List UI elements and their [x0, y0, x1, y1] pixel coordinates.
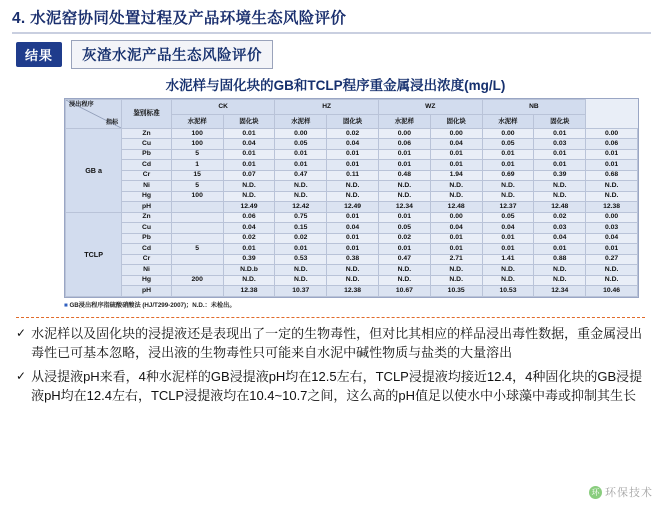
- cell-value: 0.02: [275, 233, 327, 243]
- row-label: Cd: [122, 244, 172, 254]
- subcol-nb-cement: 水泥样: [482, 115, 534, 129]
- cell-value: 0.68: [586, 170, 638, 180]
- table-row: [66, 244, 638, 254]
- cell-value: 0.00: [586, 129, 638, 139]
- group-wz: WZ: [378, 100, 482, 115]
- row-standard: [171, 265, 223, 275]
- cell-value: N.D.b: [223, 265, 275, 275]
- cell-value: 0.39: [534, 170, 586, 180]
- table-row: [66, 286, 638, 296]
- table-row: [66, 139, 638, 149]
- row-standard: [171, 233, 223, 243]
- cell-value: 0.04: [482, 223, 534, 233]
- cell-value: N.D.: [482, 181, 534, 191]
- row-standard: 5: [171, 181, 223, 191]
- row-label: Hg: [122, 275, 172, 285]
- cell-value: 0.27: [586, 254, 638, 264]
- cell-value: 0.38: [327, 254, 379, 264]
- cell-value: N.D.: [275, 191, 327, 201]
- row-standard: 100: [171, 129, 223, 139]
- cell-value: N.D.: [327, 275, 379, 285]
- cell-value: 0.01: [482, 149, 534, 159]
- cell-value: 0.01: [223, 244, 275, 254]
- cell-value: N.D.: [430, 275, 482, 285]
- cell-value: N.D.: [534, 265, 586, 275]
- subcol-hz-cement: 水泥样: [275, 115, 327, 129]
- row-label: Cr: [122, 170, 172, 180]
- cell-value: 12.42: [275, 202, 327, 212]
- cell-value: 10.67: [378, 286, 430, 296]
- table-header-row-groups: [66, 100, 638, 115]
- cell-value: N.D.: [223, 191, 275, 201]
- cell-value: N.D.: [482, 265, 534, 275]
- cell-value: 0.04: [327, 139, 379, 149]
- cell-value: 0.01: [223, 160, 275, 170]
- cell-value: 12.48: [430, 202, 482, 212]
- cell-value: 1.94: [430, 170, 482, 180]
- row-standard: 100: [171, 191, 223, 201]
- row-standard: 15: [171, 170, 223, 180]
- subcol-ck-block: 固化块: [223, 115, 275, 129]
- cell-value: 0.01: [482, 233, 534, 243]
- cell-value: 0.01: [275, 149, 327, 159]
- cell-value: 0.02: [534, 212, 586, 222]
- cell-value: 0.04: [223, 223, 275, 233]
- cell-value: 0.01: [327, 233, 379, 243]
- row-label: Cd: [122, 160, 172, 170]
- subcol-ck-cement: 水泥样: [171, 115, 223, 129]
- cell-value: 0.01: [327, 212, 379, 222]
- cell-value: 0.05: [482, 212, 534, 222]
- cell-value: 0.01: [430, 149, 482, 159]
- cell-value: N.D.: [275, 181, 327, 191]
- table-row: [66, 191, 638, 201]
- cell-value: 0.39: [223, 254, 275, 264]
- cell-value: 0.01: [275, 244, 327, 254]
- table-row: [66, 223, 638, 233]
- corner-label-bottom: 指标: [105, 119, 119, 127]
- cell-value: 0.00: [378, 129, 430, 139]
- cell-value: N.D.: [430, 181, 482, 191]
- cell-value: 10.46: [586, 286, 638, 296]
- leaching-data-table: [65, 99, 638, 297]
- watermark-text: 环保技术: [605, 487, 653, 499]
- cell-value: 0.01: [430, 233, 482, 243]
- table-row: [66, 202, 638, 212]
- group-hz: HZ: [275, 100, 379, 115]
- cell-value: 0.01: [378, 160, 430, 170]
- cell-value: 0.04: [534, 233, 586, 243]
- row-standard: [171, 254, 223, 264]
- cell-value: 0.01: [430, 160, 482, 170]
- list-item: [16, 324, 645, 363]
- result-subtitle: 灰渣水泥产品生态风险评价: [71, 40, 273, 69]
- cell-value: N.D.: [482, 191, 534, 201]
- cell-value: 10.35: [430, 286, 482, 296]
- bullet-list: [16, 317, 645, 406]
- footnote-text: GB浸出程序指硫酸硝酸法 (HJ/T299-2007)；N.D.：未检出。: [69, 301, 236, 309]
- row-label: pH: [122, 286, 172, 296]
- group-ck: CK: [171, 100, 275, 115]
- cell-value: 0.03: [586, 223, 638, 233]
- cell-value: N.D.: [275, 265, 327, 275]
- row-standard: 100: [171, 139, 223, 149]
- table-row: [66, 181, 638, 191]
- subcol-hz-block: 固化块: [327, 115, 379, 129]
- result-header: [16, 40, 661, 69]
- cell-value: 0.01: [482, 160, 534, 170]
- cell-value: 0.01: [327, 160, 379, 170]
- section-label-gb: GB a: [66, 129, 122, 213]
- bullet-text: 水泥样以及固化块的浸提液还是表现出了一定的生物毒性，但对比其相应的样品浸出毒性数据，重金属浸出毒性已可基本忽略，浸出液的生物毒性只可能来自水泥中碱性物质与盐类的大量溶出: [31, 325, 643, 361]
- result-badge: 结果: [16, 42, 62, 67]
- row-label: Pb: [122, 233, 172, 243]
- table-corner-cell: [66, 100, 122, 129]
- row-standard: 5: [171, 149, 223, 159]
- cell-value: N.D.: [223, 181, 275, 191]
- cell-value: 12.37: [482, 202, 534, 212]
- group-nb: NB: [482, 100, 586, 115]
- cell-value: 0.69: [482, 170, 534, 180]
- corner-label-top: 浸出程序: [69, 101, 94, 108]
- table-row: [66, 275, 638, 285]
- row-label: Cr: [122, 254, 172, 264]
- row-label: Hg: [122, 191, 172, 201]
- cell-value: 0.01: [378, 244, 430, 254]
- cell-value: 0.01: [378, 212, 430, 222]
- cell-value: N.D.: [378, 191, 430, 201]
- cell-value: 0.47: [378, 254, 430, 264]
- row-label: Zn: [122, 212, 172, 222]
- cell-value: N.D.: [482, 275, 534, 285]
- cell-value: 0.06: [223, 212, 275, 222]
- row-label: Pb: [122, 149, 172, 159]
- cell-value: 0.07: [223, 170, 275, 180]
- cell-value: 0.47: [275, 170, 327, 180]
- row-standard: [171, 212, 223, 222]
- row-standard: [171, 286, 223, 296]
- cell-value: N.D.: [534, 181, 586, 191]
- table-row: [66, 212, 638, 222]
- cell-value: N.D.: [275, 275, 327, 285]
- cell-value: 0.01: [327, 149, 379, 159]
- cell-value: 0.01: [586, 244, 638, 254]
- cell-value: 0.01: [223, 149, 275, 159]
- cell-value: 0.75: [275, 212, 327, 222]
- cell-value: 0.00: [430, 129, 482, 139]
- cell-value: 0.01: [534, 244, 586, 254]
- cell-value: 0.01: [534, 160, 586, 170]
- cell-value: 0.04: [586, 233, 638, 243]
- cell-value: N.D.: [327, 181, 379, 191]
- check-icon: ✓: [16, 325, 27, 340]
- cell-value: N.D.: [378, 265, 430, 275]
- footnote-marker-icon: ■: [64, 301, 68, 309]
- subcol-wz-cement: 水泥样: [378, 115, 430, 129]
- cell-value: 0.02: [327, 129, 379, 139]
- cell-value: 0.02: [223, 233, 275, 243]
- cell-value: N.D.: [378, 275, 430, 285]
- cell-value: 0.05: [482, 139, 534, 149]
- check-icon: ✓: [16, 368, 27, 383]
- row-label: Cu: [122, 223, 172, 233]
- cell-value: 12.34: [534, 286, 586, 296]
- cell-value: 0.05: [378, 223, 430, 233]
- row-label: Cu: [122, 139, 172, 149]
- cell-value: 0.03: [534, 139, 586, 149]
- cell-value: 0.04: [430, 139, 482, 149]
- subcol-wz-block: 固化块: [430, 115, 482, 129]
- title-divider: [12, 32, 651, 34]
- cell-value: N.D.: [327, 191, 379, 201]
- row-standard: [171, 202, 223, 212]
- cell-value: 2.71: [430, 254, 482, 264]
- cell-value: 1.41: [482, 254, 534, 264]
- cell-value: 0.05: [275, 139, 327, 149]
- cell-value: 12.49: [327, 202, 379, 212]
- table-row: [66, 129, 638, 139]
- cell-value: 0.00: [430, 212, 482, 222]
- cell-value: 10.37: [275, 286, 327, 296]
- cell-value: 0.00: [482, 129, 534, 139]
- table-row: [66, 254, 638, 264]
- cell-value: N.D.: [586, 275, 638, 285]
- row-standard: [171, 223, 223, 233]
- table-footnote: [64, 300, 639, 309]
- cell-value: 0.01: [327, 244, 379, 254]
- row-label: Ni: [122, 181, 172, 191]
- cell-value: 0.04: [223, 139, 275, 149]
- row-standard: 1: [171, 160, 223, 170]
- row-standard: 5: [171, 244, 223, 254]
- cell-value: 0.01: [534, 149, 586, 159]
- cell-value: 0.15: [275, 223, 327, 233]
- cell-value: 0.01: [586, 149, 638, 159]
- list-item: [16, 367, 645, 406]
- cell-value: 0.11: [327, 170, 379, 180]
- cell-value: 0.01: [586, 160, 638, 170]
- section-label-tclp: TCLP: [66, 212, 122, 296]
- cell-value: 0.00: [586, 212, 638, 222]
- cell-value: 0.01: [482, 244, 534, 254]
- cell-value: 12.38: [223, 286, 275, 296]
- cell-value: 10.53: [482, 286, 534, 296]
- cell-value: N.D.: [223, 275, 275, 285]
- page-title: 4. 水泥窑协同处置过程及产品环境生态风险评价: [12, 10, 347, 27]
- row-label: pH: [122, 202, 172, 212]
- cell-value: N.D.: [378, 181, 430, 191]
- subcol-nb-block: 固化块: [534, 115, 586, 129]
- table-row: [66, 170, 638, 180]
- table-row: [66, 265, 638, 275]
- row-label: Ni: [122, 265, 172, 275]
- cell-value: 0.00: [275, 129, 327, 139]
- cell-value: N.D.: [534, 275, 586, 285]
- cell-value: N.D.: [430, 191, 482, 201]
- cell-value: 0.06: [586, 139, 638, 149]
- cell-value: 0.88: [534, 254, 586, 264]
- watermark-logo-icon: 环: [589, 486, 602, 499]
- cell-value: 0.02: [378, 233, 430, 243]
- cell-value: 0.04: [430, 223, 482, 233]
- col-standard: 鉴别标准: [122, 100, 172, 129]
- cell-value: 0.06: [378, 139, 430, 149]
- data-table-wrapper: [64, 98, 639, 298]
- cell-value: 0.01: [430, 244, 482, 254]
- cell-value: N.D.: [327, 265, 379, 275]
- row-label: Zn: [122, 129, 172, 139]
- cell-value: 12.38: [327, 286, 379, 296]
- cell-value: N.D.: [534, 191, 586, 201]
- table-caption: 水泥样与固化块的GB和TCLP程序重金属浸出浓度(mg/L): [165, 78, 506, 93]
- cell-value: 0.01: [534, 129, 586, 139]
- cell-value: 0.48: [378, 170, 430, 180]
- cell-value: 12.48: [534, 202, 586, 212]
- bullet-text: 从浸提液pH来看，4种水泥样的GB浸提液pH均在12.5左右，TCLP浸提液均接近12.4，4种固化块的GB浸提液pH均在12.4左右，TCLP浸提液均在10.4~10.7之间，这么高的pH值足以使水中小球藻中毒或抑制其生长: [31, 368, 643, 404]
- cell-value: 0.04: [327, 223, 379, 233]
- row-standard: 200: [171, 275, 223, 285]
- cell-value: 0.01: [378, 149, 430, 159]
- table-row: [66, 233, 638, 243]
- table-row: [66, 160, 638, 170]
- cell-value: 0.03: [534, 223, 586, 233]
- cell-value: 12.34: [378, 202, 430, 212]
- table-row: [66, 149, 638, 159]
- cell-value: N.D.: [586, 265, 638, 275]
- cell-value: 0.53: [275, 254, 327, 264]
- cell-value: N.D.: [586, 181, 638, 191]
- cell-value: 12.38: [586, 202, 638, 212]
- cell-value: 0.01: [223, 129, 275, 139]
- cell-value: N.D.: [586, 191, 638, 201]
- watermark: [589, 484, 653, 500]
- cell-value: N.D.: [430, 265, 482, 275]
- cell-value: 0.01: [275, 160, 327, 170]
- cell-value: 12.49: [223, 202, 275, 212]
